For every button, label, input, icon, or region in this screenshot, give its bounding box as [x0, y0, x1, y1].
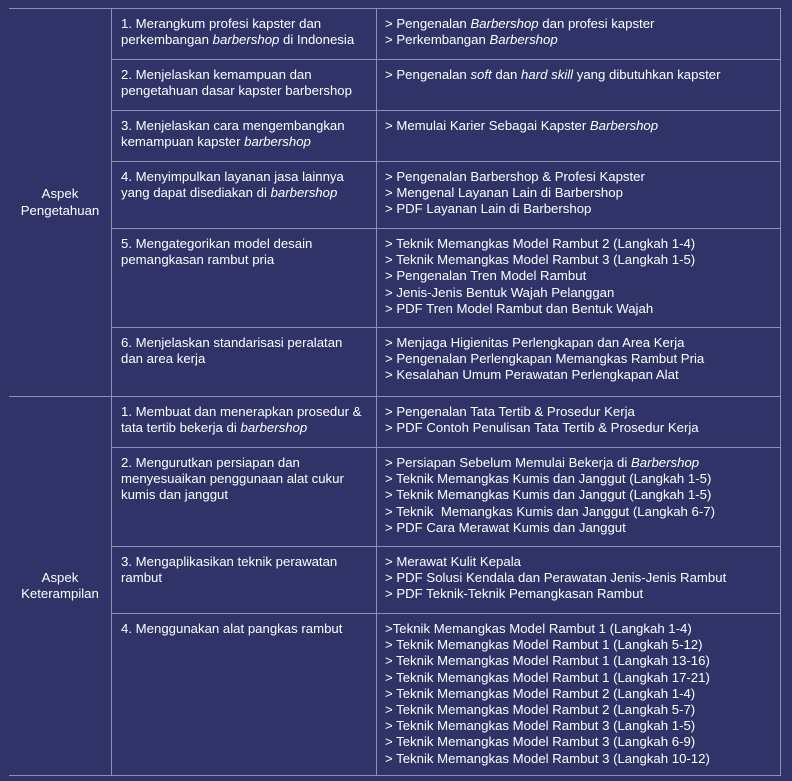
objective-cell	[112, 397, 377, 447]
italic-text: Barbershop	[489, 32, 558, 48]
material-item	[385, 118, 774, 134]
objective-line	[121, 471, 368, 487]
text-run: > Pengenalan Tata Tertib & Prosedur Kerja	[385, 404, 635, 419]
italic-text: hard skill	[521, 67, 574, 82]
table-row	[112, 614, 780, 775]
text-run: 4. Menggunakan alat pangkas rambut	[121, 621, 343, 636]
text-run: > Teknik Memangkas Model Rambut 2 (Langkah 5-7)	[385, 702, 696, 718]
text-run: pengetahuan dasar kapster barbershop	[121, 83, 352, 99]
material-item	[385, 621, 774, 637]
text-run: menyesuaikan penggunaan alat cukur	[121, 471, 344, 487]
objective-line	[121, 621, 368, 637]
text-run: > Pengenalan	[385, 16, 471, 31]
section-label-line: Aspek	[41, 569, 79, 585]
section-label	[9, 397, 111, 775]
objective-line	[121, 169, 368, 185]
text-run: > PDF Teknik-Teknik Pemangkasan Rambut	[385, 586, 644, 602]
text-run: kemampuan kapster	[121, 134, 245, 150]
text-run: dan profesi kapster	[538, 16, 655, 31]
material-item	[385, 487, 774, 503]
text-run: > PDF Layanan Lain di Barbershop	[385, 201, 592, 217]
text-run: 2. Menjelaskan kemampuan dan	[121, 67, 312, 82]
text-run: >Teknik Memangkas Model Rambut 1 (Langkah 1-4)	[385, 621, 692, 636]
table-row	[112, 9, 780, 60]
material-item	[385, 734, 774, 750]
objective-cell	[112, 614, 377, 775]
objective-line	[121, 67, 368, 83]
text-run: > PDF Tren Model Rambut dan Bentuk Wajah	[385, 300, 654, 316]
objective-line	[121, 83, 368, 99]
material-item	[385, 718, 774, 734]
text-run: > Teknik Memangkas Model Rambut 1 (Langkah 5-12)	[385, 637, 703, 653]
material-item	[385, 404, 774, 420]
text-run: > Mengenal Layanan Lain di Barbershop	[385, 185, 623, 201]
text-run: > Teknik Memangkas Model Rambut 1 (Langkah 13-16)	[385, 653, 710, 669]
objective-cell	[112, 162, 377, 228]
material-item	[385, 670, 774, 686]
materials-cell	[377, 328, 780, 396]
table-row	[112, 328, 780, 396]
text-run: yang dibutuhkan kapster	[573, 67, 721, 82]
text-run: > Pengenalan Perlengkapan Memangkas Rambut Pria	[385, 351, 705, 367]
text-run: 3. Menjelaskan cara mengembangkan	[121, 118, 345, 133]
text-run: 1. Membuat dan menerapkan prosedur &	[121, 404, 362, 419]
material-item	[385, 554, 774, 570]
material-item	[385, 268, 774, 284]
text-run: > Pengenalan Tren Model Rambut	[385, 268, 587, 284]
objective-line	[121, 134, 368, 150]
text-run: > Kesalahan Umum Perawatan Perlengkapan Alat	[385, 367, 679, 383]
objective-line	[121, 32, 368, 48]
material-item	[385, 455, 774, 471]
text-run: > Pengenalan	[385, 67, 471, 82]
italic-text: soft	[470, 67, 492, 82]
text-run: > Pengenalan Barbershop & Profesi Kapster	[385, 169, 645, 184]
objective-line	[121, 420, 368, 436]
italic-text: barbershop	[240, 420, 308, 436]
material-item	[385, 586, 774, 602]
section-keterampilan	[9, 397, 781, 775]
material-item	[385, 201, 774, 217]
text-run: dan	[491, 67, 522, 82]
italic-text: barbershop	[212, 32, 280, 48]
objective-line	[121, 185, 368, 201]
material-item	[385, 570, 774, 586]
objective-line	[121, 335, 368, 351]
material-item	[385, 751, 774, 767]
italic-text: Barbershop	[630, 455, 700, 470]
text-run: 3. Mengaplikasikan teknik perawatan	[121, 554, 338, 569]
table-row	[112, 162, 780, 229]
material-item	[385, 169, 774, 185]
text-run: > Teknik Memangkas Model Rambut 3 (Langkah 10-12)	[385, 750, 710, 766]
text-run: rambut	[121, 570, 163, 586]
objective-line	[121, 16, 368, 32]
objective-line	[121, 487, 368, 503]
text-run: > Memulai Karier Sebagai Kapster	[385, 118, 590, 133]
material-item	[385, 504, 774, 520]
text-run: 4. Menyimpulkan layanan jasa lainnya	[121, 169, 344, 184]
section-label	[9, 9, 111, 396]
material-item	[385, 32, 774, 48]
table-row	[112, 111, 780, 162]
italic-text: barbershop	[270, 185, 338, 201]
text-run: > Persiapan Sebelum Memulai Bekerja di	[385, 455, 631, 470]
material-item	[385, 702, 774, 718]
text-run: > Teknik Memangkas Model Rambut 1 (Langkah 17-21)	[385, 669, 710, 685]
objective-cell	[112, 229, 377, 327]
material-item	[385, 686, 774, 702]
materials-cell	[377, 614, 780, 775]
text-run: > Teknik Memangkas Kumis dan Janggut (Langkah 6-7)	[385, 503, 715, 519]
table-row	[112, 60, 780, 111]
italic-text: Barbershop	[470, 16, 539, 31]
material-item	[385, 335, 774, 351]
objective-line	[121, 404, 368, 420]
material-item	[385, 285, 774, 301]
text-run: > PDF Solusi Kendala dan Perawatan Jenis-Jenis Rambut	[385, 570, 727, 586]
text-run: 6. Menjelaskan standarisasi peralatan	[121, 335, 343, 350]
material-item	[385, 301, 774, 317]
text-run: > PDF Cara Merawat Kumis dan Janggut	[385, 519, 626, 535]
italic-text: barbershop	[244, 134, 311, 150]
text-run: yang dapat disediakan di	[121, 185, 271, 201]
table-row	[112, 547, 780, 614]
objective-cell	[112, 448, 377, 546]
text-run: > PDF Contoh Penulisan Tata Tertib & Prosedur Kerja	[385, 420, 699, 436]
material-item	[385, 637, 774, 653]
curriculum-table	[9, 8, 781, 776]
text-run: di Indonesia	[279, 32, 355, 48]
material-item	[385, 185, 774, 201]
section-label-line: Aspek	[41, 186, 79, 202]
objective-line	[121, 351, 368, 367]
materials-cell	[377, 229, 780, 327]
objective-cell	[112, 547, 377, 613]
text-run: > Teknik Memangkas Model Rambut 2 (Langkah 1-4)	[385, 685, 696, 701]
text-run: perkembangan	[121, 32, 213, 48]
material-item	[385, 351, 774, 367]
section-label-line: Keterampilan	[21, 586, 99, 601]
table-row	[112, 229, 780, 328]
text-run: 1. Merangkum profesi kapster dan	[121, 16, 322, 31]
objective-line	[121, 570, 368, 586]
text-run: 2. Mengurutkan persiapan dan	[121, 455, 300, 470]
material-item	[385, 420, 774, 436]
material-item	[385, 252, 774, 268]
material-item	[385, 67, 774, 83]
materials-cell	[377, 162, 780, 228]
materials-cell	[377, 397, 780, 447]
material-item	[385, 653, 774, 669]
text-run: > Merawat Kulit Kepala	[385, 554, 521, 569]
objective-line	[121, 118, 368, 134]
section-label-line: Pengetahuan	[20, 202, 100, 218]
objective-cell	[112, 9, 377, 59]
material-item	[385, 471, 774, 487]
table-row	[112, 397, 780, 448]
text-run: > Teknik Memangkas Kumis dan Janggut (Langkah 1-5)	[385, 471, 712, 487]
text-run: > Teknik Memangkas Kumis dan Janggut (Langkah 1-5)	[385, 487, 712, 503]
text-run: > Teknik Memangkas Model Rambut 3 (Langkah 1-5)	[385, 718, 696, 734]
table-row	[112, 448, 780, 547]
text-run: > Teknik Memangkas Model Rambut 2 (Langkah 1-4)	[385, 236, 696, 251]
materials-cell	[377, 60, 780, 110]
italic-text: Barbershop	[589, 118, 659, 133]
text-run: > Jenis-Jenis Bentuk Wajah Pelanggan	[385, 284, 615, 300]
text-run: 5. Mengategorikan model desain	[121, 236, 313, 251]
objective-cell	[112, 328, 377, 396]
objective-line	[121, 236, 368, 252]
material-item	[385, 367, 774, 383]
objective-cell	[112, 111, 377, 161]
material-item	[385, 520, 774, 536]
text-run: kumis dan janggut	[121, 487, 229, 503]
text-run: > Menjaga Higienitas Perlengkapan dan Area Kerja	[385, 335, 685, 350]
objective-line	[121, 252, 368, 268]
text-run: tata tertib bekerja di	[121, 420, 241, 436]
materials-cell	[377, 448, 780, 546]
text-run: dan area kerja	[121, 351, 206, 367]
materials-cell	[377, 547, 780, 613]
objective-line	[121, 455, 368, 471]
material-item	[385, 16, 774, 32]
materials-cell	[377, 111, 780, 161]
objective-cell	[112, 60, 377, 110]
text-run: > Teknik Memangkas Model Rambut 3 (Langkah 1-5)	[385, 252, 696, 268]
objective-line	[121, 554, 368, 570]
section-pengetahuan	[9, 9, 781, 396]
text-run: > Perkembangan	[385, 32, 490, 48]
text-run: > Teknik Memangkas Model Rambut 3 (Langkah 6-9)	[385, 734, 696, 750]
materials-cell	[377, 9, 780, 59]
text-run: pemangkasan rambut pria	[121, 252, 275, 268]
material-item	[385, 236, 774, 252]
